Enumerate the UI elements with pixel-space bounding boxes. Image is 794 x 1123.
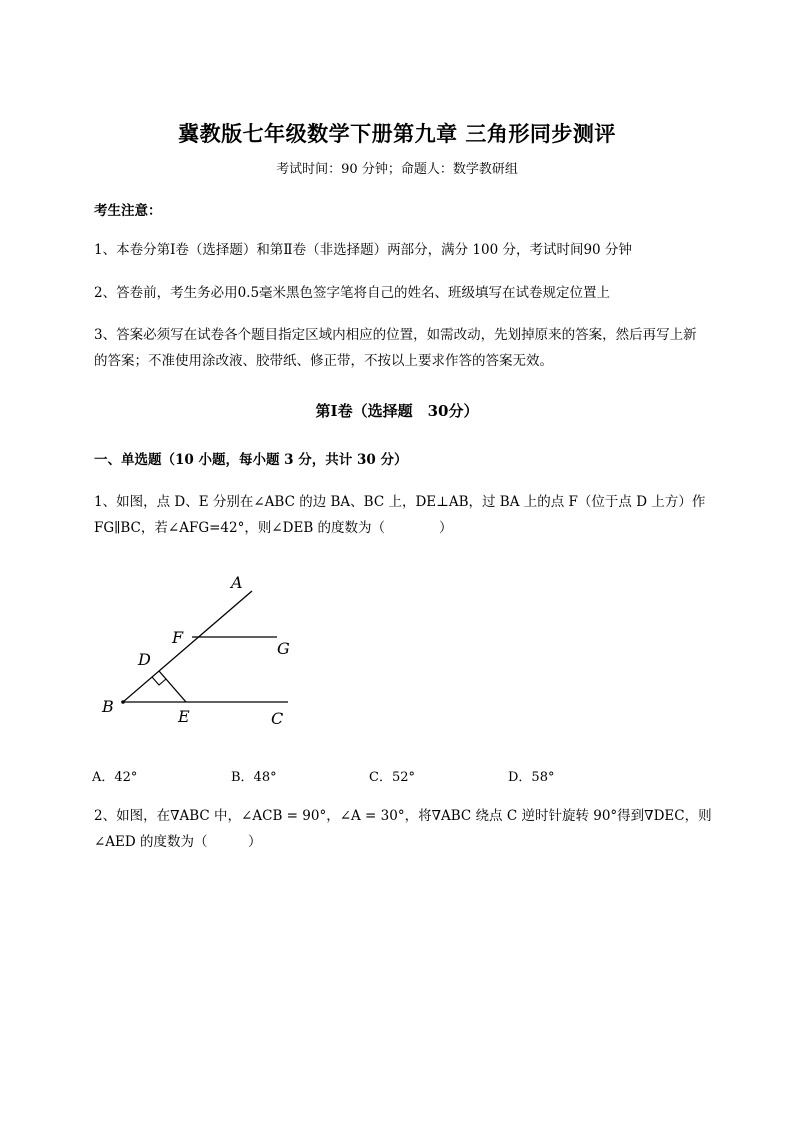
question-1-option-b[interactable]: B．48° (231, 770, 277, 785)
line-ba (123, 591, 252, 702)
label-e: E (178, 707, 190, 726)
label-g: G (277, 639, 290, 658)
label-c: C (271, 709, 284, 728)
question-2-line-1: 2、如图，在∇ABC 中，∠ACB = 90°，∠A = 30°，将∇ABC 绕点 C 逆时针旋转 90°得到∇DEC，则 (94, 808, 712, 824)
question-1-line-2: FG∥BC，若∠AFG=42°，则∠DEB 的度数为（ ） (94, 520, 453, 536)
notice-item-1: 1、本卷分第Ⅰ卷（选择题）和第Ⅱ卷（非选择题）两部分，满分 100 分，考试时间90 分钟 (94, 242, 632, 258)
exam-info: 考试时间：90 分钟；命题人：数学教研组 (276, 162, 518, 177)
question-1-figure (90, 565, 320, 740)
question-1-option-d[interactable]: D．58° (508, 770, 555, 785)
label-d: D (138, 650, 151, 669)
line-de (159, 671, 186, 702)
notice-item-2: 2、答卷前，考生务必用0.5毫米黑色签字笔将自己的姓名、班级填写在试卷规定位置上 (94, 285, 611, 301)
part-heading: 一、单选题（10 小题，每小题 3 分，共计 30 分） (94, 452, 408, 468)
section-title: 第Ⅰ卷（选择题 30分） (315, 402, 479, 420)
notice-item-3-line-1: 3、答案必须写在试卷各个题目指定区域内相应的位置，如需改动，先划掉原来的答案，然后再写上新 (94, 327, 697, 343)
question-1-option-a[interactable]: A．42° (92, 770, 138, 785)
label-f: F (172, 628, 184, 647)
notice-item-3-line-2: 的答案；不准使用涂改液、胶带纸、修正带，不按以上要求作答的答案无效。 (94, 353, 553, 369)
notice-heading: 考生注意： (94, 203, 162, 219)
question-1-option-c[interactable]: C．52° (369, 770, 415, 785)
label-b: B (102, 697, 114, 716)
right-angle-mark (152, 677, 166, 685)
label-a: A (231, 573, 243, 592)
page-title: 冀教版七年级数学下册第九章 三角形同步测评 (178, 121, 616, 146)
question-2-line-2: ∠AED 的度数为（ ） (94, 834, 262, 850)
question-1-line-1: 1、如图，点 D、E 分别在∠ABC 的边 BA、BC 上，DE⊥AB，过 BA 上的点 F（位于点 D 上方）作 (94, 494, 706, 510)
point-b (121, 700, 125, 704)
